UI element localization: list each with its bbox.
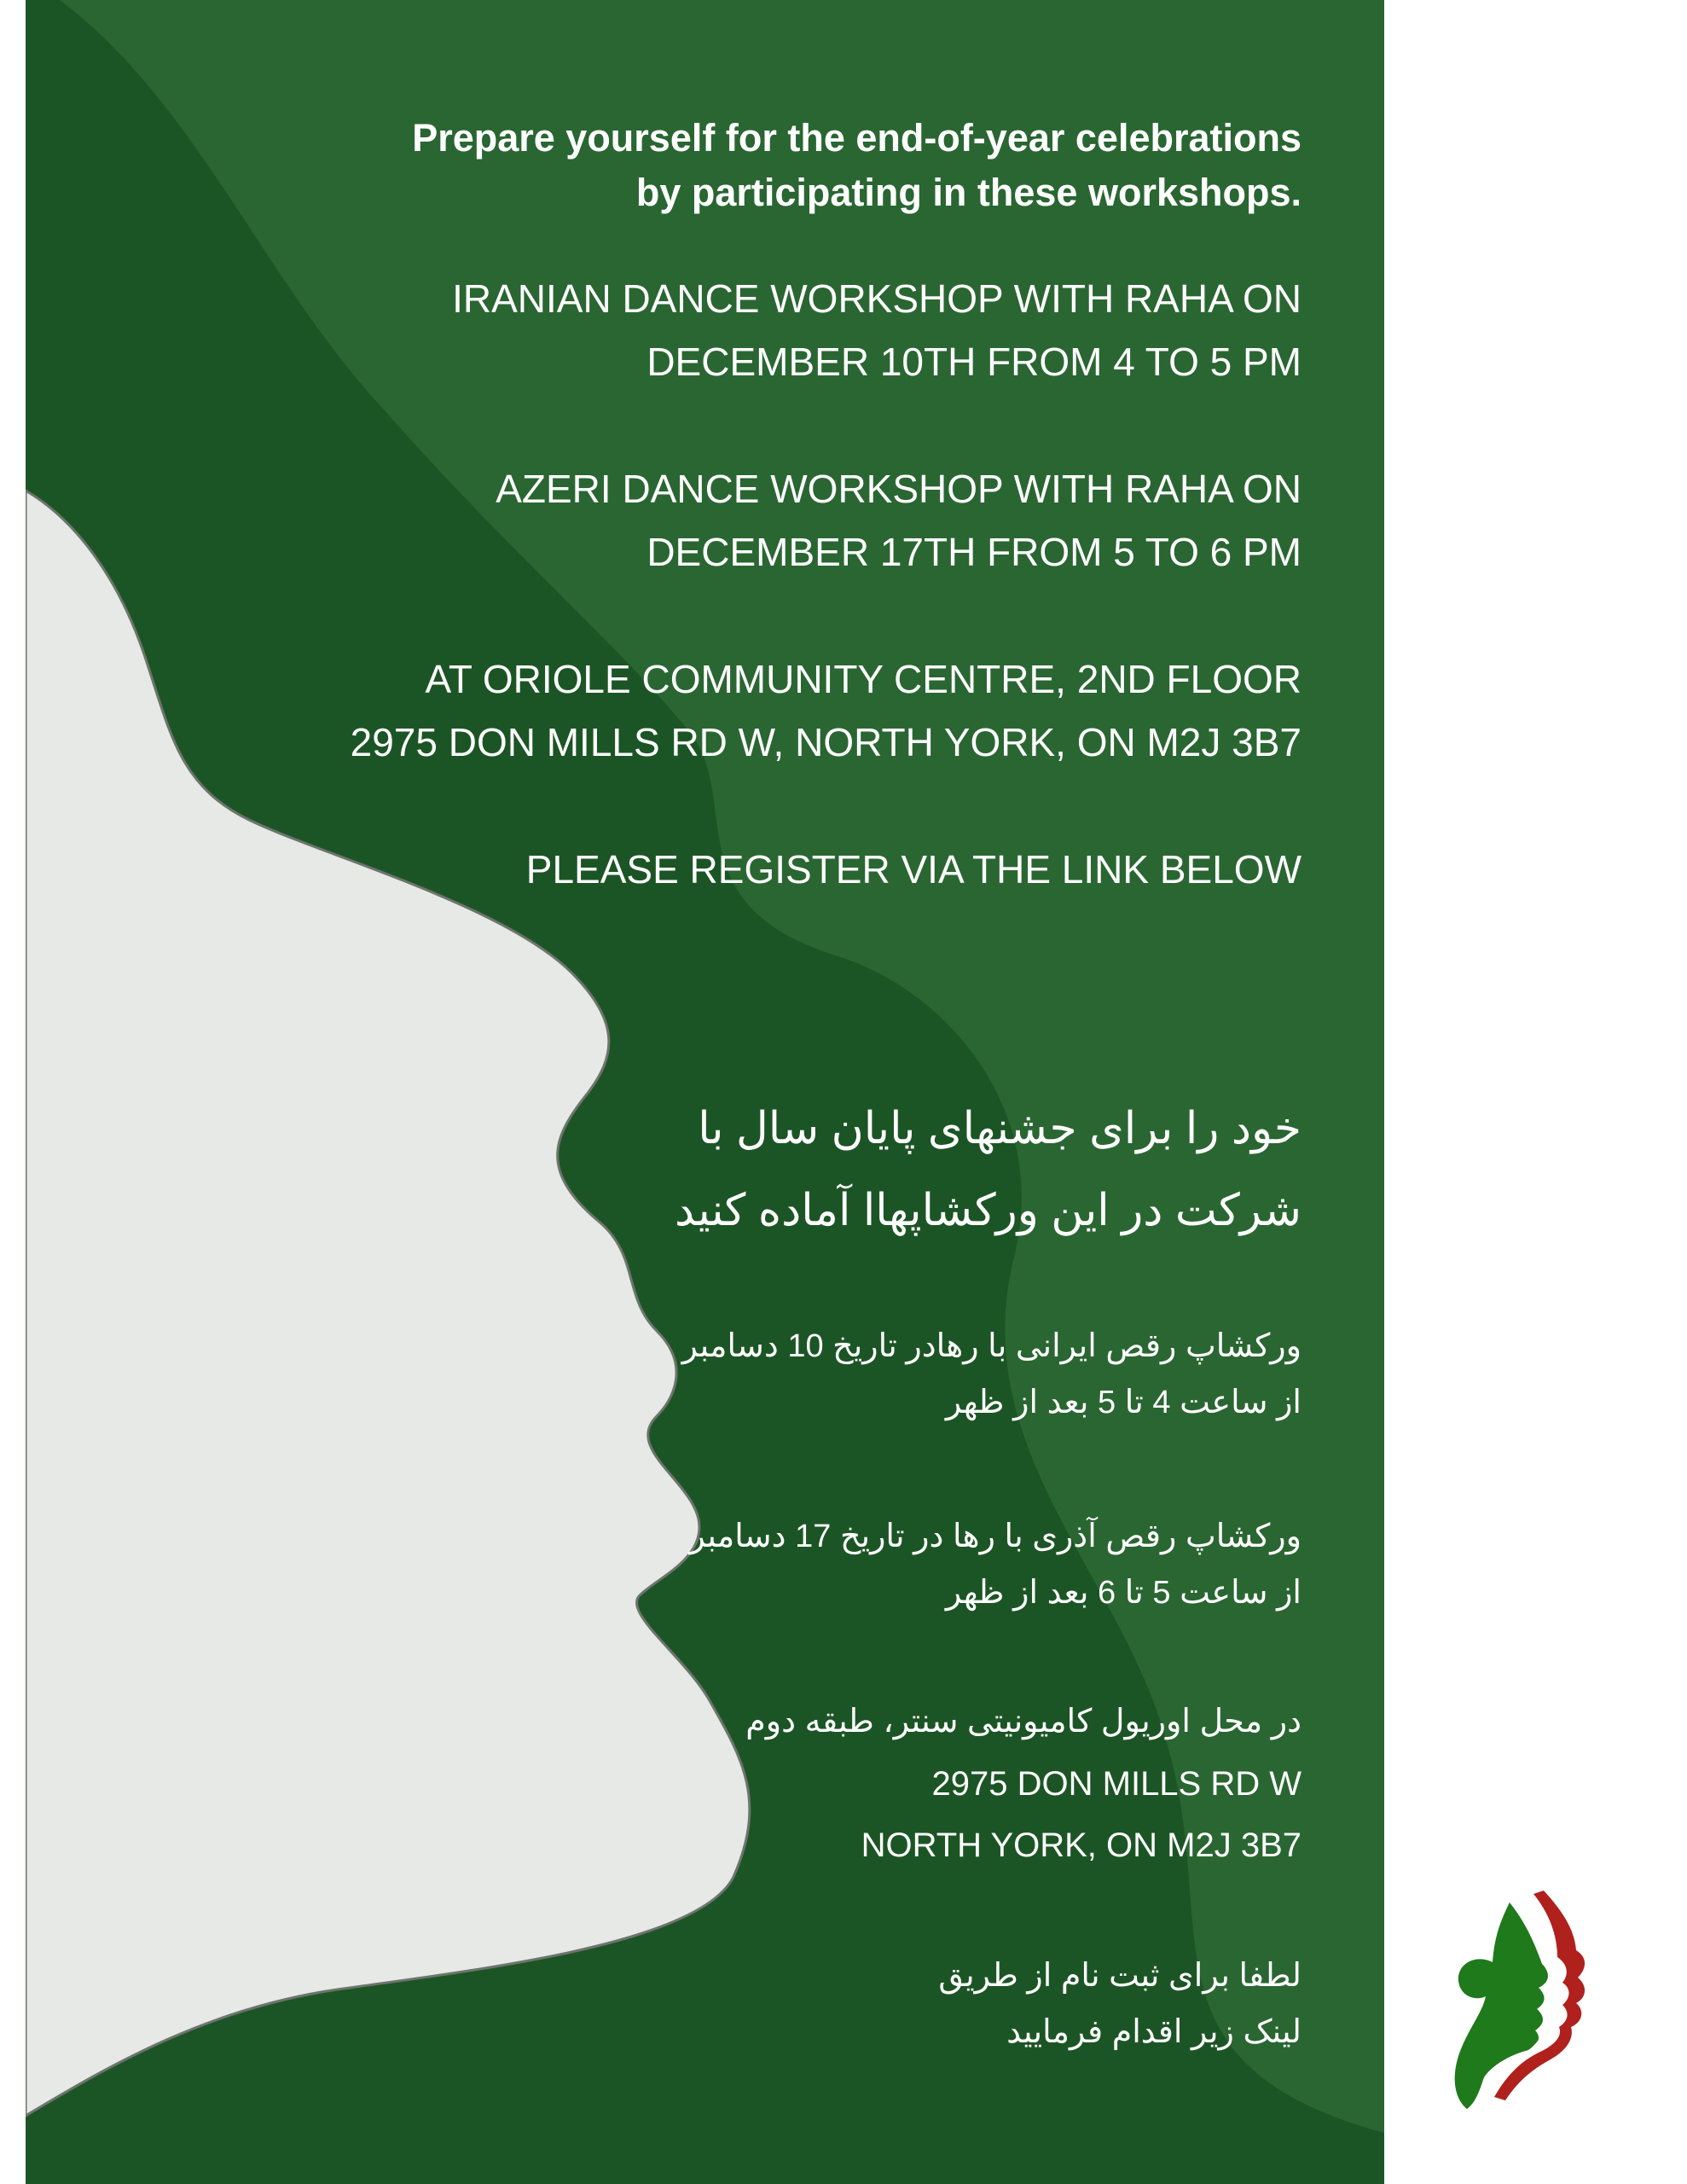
location-en xyxy=(351,648,1301,774)
workshop-azeri-en xyxy=(496,457,1301,584)
location-fa-line: در محل اوریول کامیونیتی سنتر، طبقه دوم xyxy=(745,1704,1301,1740)
workshop-azeri-fa-line-2: از ساعت 5 تا 6 بعد از ظهر xyxy=(945,1575,1301,1611)
workshop-iranian-en-line-1: IRANIAN DANCE WORKSHOP WITH RAHA ON xyxy=(452,276,1301,321)
workshop-azeri-en-line-2: DECEMBER 17TH FROM 5 TO 6 PM xyxy=(646,530,1301,574)
headline-line-2: by participating in these workshops. xyxy=(635,171,1301,214)
poster xyxy=(26,0,1384,2184)
register-fa-line-1: لطفا برای ثبت نام از طریق xyxy=(938,1958,1301,1994)
workshop-iranian-fa-line-2: از ساعت 4 تا 5 بعد از ظهر xyxy=(945,1385,1301,1420)
workshop-iranian-en-line-2: DECEMBER 10TH FROM 4 TO 5 PM xyxy=(646,340,1301,384)
workshop-azeri-fa-line-1: ورکشاپ رقص آذری با رها در تاریخ 17 دسامبر xyxy=(689,1519,1301,1554)
location-en-line-2: 2975 DON MILLS RD W, NORTH YORK, ON M2J 3B7 xyxy=(350,720,1301,764)
workshop-iranian-en xyxy=(452,267,1301,393)
address-en xyxy=(861,1753,1301,1876)
location-fa xyxy=(745,1693,1301,1750)
address-line-2: NORTH YORK, ON M2J 3B7 xyxy=(861,1827,1301,1864)
register-en xyxy=(526,838,1301,901)
headline-line-1: Prepare yourself for the end-of-year celebrations xyxy=(412,116,1301,160)
workshop-azeri-en-line-1: AZERI DANCE WORKSHOP WITH RAHA ON xyxy=(496,467,1301,511)
register-en-line: PLEASE REGISTER VIA THE LINK BELOW xyxy=(525,847,1301,892)
location-en-line-1: AT ORIOLE COMMUNITY CENTRE, 2ND FLOOR xyxy=(425,657,1301,701)
register-fa xyxy=(938,1948,1301,2060)
headline-fa xyxy=(675,1088,1301,1252)
workshop-iranian-fa-line-1: ورکشاپ رقص ایرانی با رهادر تاریخ 10 دسامبر xyxy=(681,1328,1301,1364)
headline-fa-line-2: شرکت در این ورکشاپهاا آماده کنید xyxy=(674,1186,1301,1235)
address-line-1: 2975 DON MILLS RD W xyxy=(931,1765,1301,1803)
workshop-iranian-fa xyxy=(682,1318,1301,1431)
logo-green-face xyxy=(1455,1902,1548,2109)
two-profile-faces-logo-icon xyxy=(1441,1885,1629,2116)
workshop-azeri-fa xyxy=(689,1508,1301,1621)
headline xyxy=(412,111,1301,220)
register-fa-line-2: لینک زیر اقدام فرمایید xyxy=(1006,2014,1301,2050)
headline-fa-line-1: خود را برای جشنهای پایان سال با xyxy=(698,1104,1301,1153)
